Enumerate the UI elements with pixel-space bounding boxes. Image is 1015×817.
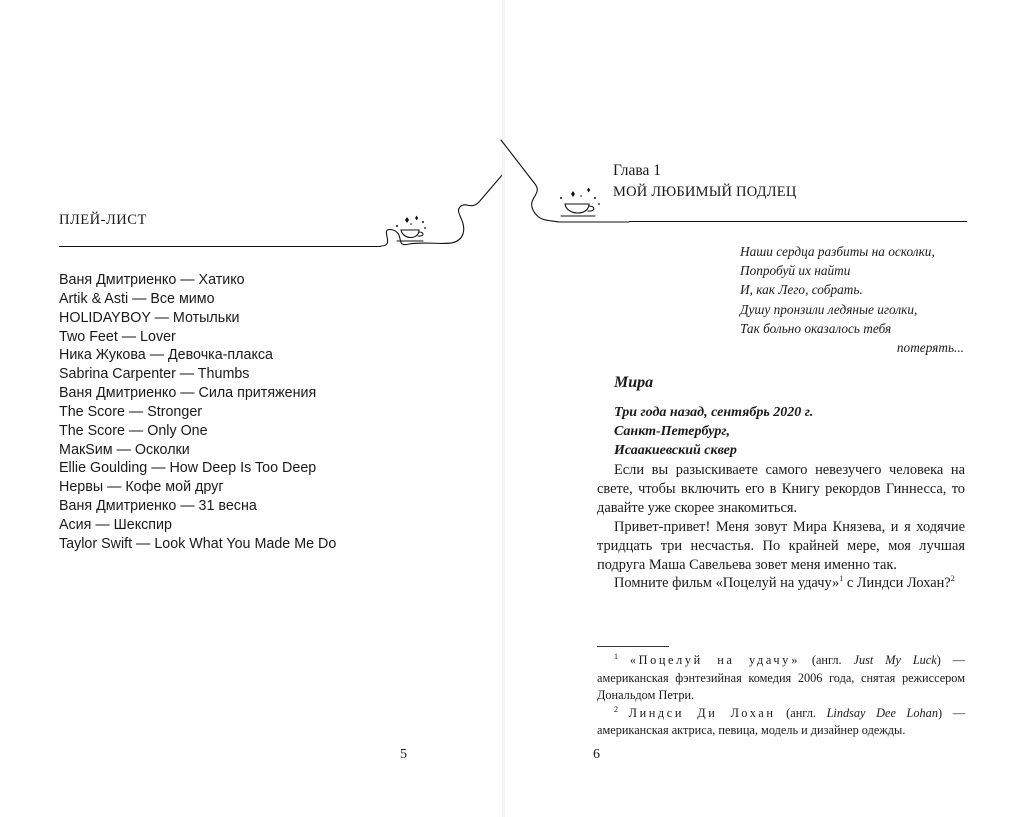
heading-rule (59, 246, 381, 247)
paragraph: Если вы разыскиваете самого невезучего человека на свете, чтобы включить его в Книгу рекордов Гиннесса, то давайте уже скорее знакомиться. (597, 462, 965, 516)
footnote-text: ) — американская фэнтезийная комедия 2006 года, снятая режиссером Дональдом Петри. (597, 653, 966, 702)
right-page (507, 0, 1015, 817)
playlist-item: Two Feet — Lover (59, 328, 176, 345)
footnote-term: Линдси Ди Лохан (628, 705, 776, 720)
playlist-item: Ваня Дмитриенко — Хатико (59, 272, 245, 288)
playlist-heading: ПЛЕЙ-ЛИСТ (59, 212, 147, 228)
epigraph (740, 242, 964, 357)
playlist-item: Taylor Swift — Look What You Made Me Do (59, 535, 337, 552)
chapter-label: Глава 1 (613, 162, 662, 179)
playlist-item: Artik & Asti — Все мимо (59, 290, 215, 307)
teacup-swirl-icon (499, 138, 619, 238)
footnote-mark: 1 (614, 651, 618, 661)
time-place-line: Исаакиевский сквер (614, 442, 737, 458)
time-place-line: Три года назад, сентябрь 2020 г. (614, 405, 814, 420)
playlist-item: Нервы — Кофе мой друг (59, 479, 224, 496)
playlist-item: Ваня Дмитриенко — Сила притяжения (59, 385, 317, 402)
paragraph (597, 574, 965, 593)
page-number: 6 (593, 747, 600, 762)
playlist-item: Ellie Goulding — How Deep Is Too Deep (59, 460, 317, 477)
book-gutter (502, 0, 505, 817)
page-number: 5 (400, 747, 407, 762)
footnote-ref: 1 (839, 574, 844, 584)
teacup-swirl-icon (375, 140, 505, 255)
narrator-name: Мира (614, 374, 654, 391)
playlist-item: Асия — Шекспир (59, 516, 172, 533)
paragraph-text: с Линдси Лохан? (843, 575, 951, 592)
footnote-text: (англ. (799, 653, 854, 667)
playlist-item: Sabrina Carpenter — Thumbs (59, 366, 250, 383)
playlist-item: Ваня Дмитриенко — 31 весна (59, 498, 257, 515)
epigraph-line: Так больно оказалось тебя (740, 320, 892, 336)
footnote (597, 652, 965, 705)
epigraph-line: потерять... (896, 340, 964, 356)
playlist (59, 271, 336, 554)
footnote-rule (597, 646, 669, 647)
playlist-item: Ника Жукова — Девочка-плакса (59, 347, 273, 364)
playlist-item: HOLIDAYBOY — Мотыльки (59, 309, 240, 326)
left-page (0, 0, 500, 817)
paragraph: Привет-привет! Меня зовут Мира Князева, и я ходячие тридцать три несчастья. По крайней мере, моя лучшая подруга Маша Савельева зовет меня именно так. (597, 518, 965, 573)
playlist-item: The Score — Stronger (59, 403, 203, 420)
footnote-original-name: Lindsay Dee Lohan (826, 705, 938, 720)
epigraph-line: И, как Лего, собрать. (740, 282, 863, 298)
chapter-rule (629, 221, 967, 222)
playlist-item: The Score — Only One (59, 422, 208, 439)
time-place-line: Санкт-Петербург, (614, 423, 731, 439)
chapter-body (597, 461, 965, 593)
footnote-text: ) — американская актриса, певица, модель и дизайнер одежды. (597, 705, 965, 737)
footnote-ref: 2 (950, 574, 955, 584)
footnote (597, 705, 965, 740)
chapter-title: МОЙ ЛЮБИМЫЙ ПОДЛЕЦ (613, 184, 797, 200)
epigraph-line: Душу пронзили ледяные иголки, (740, 301, 918, 317)
paragraph-text: Помните фильм «Поцелуй на удачу» (614, 575, 840, 592)
epigraph-line: Наши сердца разбиты на осколки, (740, 244, 935, 259)
footnotes (597, 652, 965, 740)
footnote-term: «Поцелуй на удачу» (629, 653, 800, 667)
footnote-text: (англ. (775, 705, 827, 720)
time-place (614, 404, 813, 461)
footnote-mark: 2 (614, 704, 618, 714)
playlist-item: МакSим — Осколки (59, 441, 190, 458)
footnote-original-title: Just My Luck (853, 653, 937, 667)
epigraph-line: Попробуй их найти (740, 263, 851, 279)
